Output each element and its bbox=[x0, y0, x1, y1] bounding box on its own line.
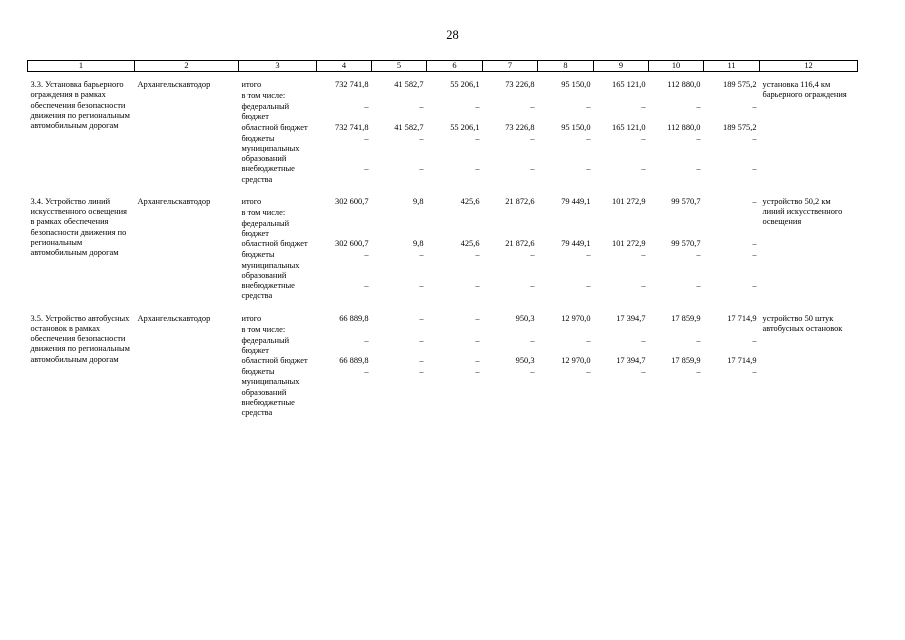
amount-cell bbox=[372, 208, 427, 219]
funding-source: итого bbox=[241, 80, 262, 89]
amount-cell: – bbox=[752, 335, 757, 345]
column-number: 4 bbox=[317, 61, 372, 72]
amount-cell: 425,6 bbox=[460, 196, 480, 206]
expected-result: устройство 50,2 км линий искусственного освещения bbox=[762, 196, 843, 227]
funding-source: областной бюджет bbox=[241, 356, 308, 365]
funding-source: бюджеты муниципальных образований bbox=[241, 133, 300, 163]
funding-row bbox=[28, 197, 858, 208]
amount-cell: 17 714,9 bbox=[727, 356, 757, 365]
amount-cell: – bbox=[641, 102, 646, 111]
amount-cell bbox=[594, 325, 649, 336]
amount-cell: – bbox=[530, 281, 535, 290]
funding-source: внебюджетные средства bbox=[241, 281, 295, 301]
amount-cell bbox=[427, 398, 483, 419]
funding-source: областной бюджет bbox=[241, 122, 308, 132]
amount-cell: – bbox=[696, 133, 701, 143]
amount-cell: – bbox=[696, 335, 701, 345]
amount-cell: 950,3 bbox=[515, 356, 535, 365]
amount-cell: – bbox=[364, 250, 369, 260]
executor: Архангельскавтодор bbox=[137, 313, 211, 323]
amount-cell bbox=[483, 208, 538, 219]
column-number: 7 bbox=[483, 61, 538, 72]
amount-cell: – bbox=[752, 102, 757, 111]
amount-cell bbox=[538, 325, 594, 336]
measure-name: 3.3. Установка барьерного ограждения в рамках обеспечения безопасности движения по региональным автомобильным дорогам bbox=[30, 80, 130, 130]
amount-cell: 17 714,9 bbox=[727, 313, 757, 323]
amount-cell bbox=[372, 91, 427, 102]
amount-cell: 95 150,0 bbox=[561, 122, 591, 132]
section-spacer bbox=[28, 185, 858, 197]
amount-cell: – bbox=[586, 367, 591, 376]
amount-cell: 73 226,8 bbox=[505, 122, 535, 132]
amount-cell: – bbox=[586, 164, 591, 174]
funding-source: в том числе: bbox=[241, 324, 286, 334]
funding-source: внебюджетные средства bbox=[241, 164, 295, 184]
amount-cell bbox=[704, 208, 760, 219]
column-number: 2 bbox=[135, 61, 239, 72]
amount-cell: 17 394,7 bbox=[616, 356, 646, 365]
amount-cell: – bbox=[364, 164, 369, 174]
funding-source: внебюджетные средства bbox=[241, 397, 295, 417]
expected-result: устройство 50 штук автобусных остановок bbox=[762, 313, 843, 333]
amount-cell: – bbox=[475, 281, 480, 290]
amount-cell bbox=[538, 398, 594, 419]
funding-source: в том числе: bbox=[241, 207, 286, 217]
amount-cell bbox=[704, 325, 760, 336]
amount-cell: – bbox=[752, 281, 757, 290]
amount-cell: – bbox=[752, 196, 757, 206]
amount-cell: – bbox=[475, 133, 480, 143]
amount-cell: – bbox=[586, 133, 591, 143]
program-table bbox=[27, 60, 858, 418]
amount-cell: – bbox=[696, 102, 701, 111]
amount-cell: – bbox=[586, 102, 591, 111]
amount-cell: – bbox=[475, 335, 480, 345]
amount-cell: – bbox=[752, 367, 757, 376]
spacer-cell bbox=[28, 185, 858, 197]
column-number: 3 bbox=[239, 61, 317, 72]
amount-cell: – bbox=[419, 250, 424, 260]
amount-cell bbox=[594, 398, 649, 419]
amount-cell: 73 226,8 bbox=[505, 80, 535, 89]
amount-cell: 21 872,6 bbox=[505, 239, 535, 249]
amount-cell: 950,3 bbox=[515, 313, 535, 323]
amount-cell: – bbox=[419, 313, 424, 323]
amount-cell: – bbox=[641, 133, 646, 143]
amount-cell: – bbox=[475, 313, 480, 323]
funding-source: итого bbox=[241, 313, 262, 323]
amount-cell: 17 859,9 bbox=[671, 356, 701, 365]
amount-cell: 189 575,2 bbox=[723, 80, 757, 89]
amount-cell bbox=[427, 219, 483, 240]
amount-cell: – bbox=[641, 335, 646, 345]
column-number: 11 bbox=[704, 61, 760, 72]
section-spacer bbox=[28, 72, 858, 81]
column-number: 10 bbox=[649, 61, 704, 72]
spacer-cell bbox=[28, 72, 858, 81]
funding-source: бюджеты муниципальных образований bbox=[241, 250, 300, 280]
amount-cell: 79 449,1 bbox=[561, 239, 591, 249]
funding-source: бюджеты муниципальных образований bbox=[241, 367, 300, 397]
amount-cell: 41 582,7 bbox=[394, 122, 424, 132]
funding-source: итого bbox=[241, 196, 262, 206]
amount-cell: – bbox=[364, 335, 369, 345]
amount-cell: 79 449,1 bbox=[561, 196, 591, 206]
amount-cell bbox=[649, 219, 704, 240]
amount-cell: – bbox=[641, 250, 646, 260]
amount-cell: – bbox=[364, 102, 369, 111]
amount-cell: 732 741,8 bbox=[335, 80, 369, 89]
amount-cell: – bbox=[530, 250, 535, 260]
amount-cell: 12 970,0 bbox=[561, 313, 591, 323]
amount-cell bbox=[483, 398, 538, 419]
amount-cell bbox=[649, 325, 704, 336]
amount-cell: – bbox=[641, 281, 646, 290]
amount-cell bbox=[483, 219, 538, 240]
amount-cell: 17 859,9 bbox=[671, 313, 701, 323]
column-number: 1 bbox=[28, 61, 135, 72]
amount-cell: – bbox=[419, 367, 424, 376]
amount-cell: – bbox=[586, 281, 591, 290]
amount-cell bbox=[427, 325, 483, 336]
amount-cell: 9,8 bbox=[413, 239, 424, 249]
amount-cell bbox=[594, 208, 649, 219]
amount-cell: 189 575,2 bbox=[723, 122, 757, 132]
amount-cell: – bbox=[364, 281, 369, 290]
amount-cell: 12 970,0 bbox=[561, 356, 591, 365]
amount-cell: 165 121,0 bbox=[612, 80, 646, 89]
amount-cell bbox=[317, 208, 372, 219]
amount-cell bbox=[317, 325, 372, 336]
amount-cell: – bbox=[419, 335, 424, 345]
amount-cell bbox=[538, 91, 594, 102]
amount-cell bbox=[649, 208, 704, 219]
amount-cell: – bbox=[752, 164, 757, 174]
amount-cell: 302 600,7 bbox=[335, 239, 369, 249]
amount-cell: 55 206,1 bbox=[450, 122, 480, 132]
amount-cell: 101 272,9 bbox=[612, 239, 646, 249]
spacer-cell bbox=[28, 302, 858, 314]
amount-cell: – bbox=[364, 133, 369, 143]
amount-cell: – bbox=[475, 367, 480, 376]
amount-cell: 112 880,0 bbox=[667, 80, 701, 89]
amount-cell: – bbox=[419, 281, 424, 290]
amount-cell bbox=[649, 398, 704, 419]
amount-cell bbox=[427, 91, 483, 102]
amount-cell bbox=[704, 398, 760, 419]
amount-cell bbox=[427, 208, 483, 219]
amount-cell: – bbox=[364, 367, 369, 376]
amount-cell: – bbox=[586, 250, 591, 260]
page-number: 28 bbox=[446, 28, 459, 42]
amount-cell bbox=[538, 208, 594, 219]
funding-source: федеральный бюджет bbox=[241, 102, 290, 122]
amount-cell: – bbox=[475, 102, 480, 111]
column-number: 6 bbox=[427, 61, 483, 72]
executor: Архангельскавтодор bbox=[137, 196, 211, 206]
amount-cell: 55 206,1 bbox=[450, 80, 480, 89]
amount-cell: 99 570,7 bbox=[671, 196, 701, 206]
amount-cell: 66 889,8 bbox=[339, 313, 369, 323]
amount-cell bbox=[704, 91, 760, 102]
funding-row bbox=[28, 314, 858, 325]
amount-cell: – bbox=[696, 164, 701, 174]
amount-cell bbox=[649, 91, 704, 102]
measure-name: 3.4. Устройство линий искусственного освещения в рамках обеспечения безопасности движения по региональным автомобильным дорогам bbox=[30, 196, 127, 257]
amount-cell bbox=[594, 219, 649, 240]
amount-cell bbox=[372, 398, 427, 419]
amount-cell: – bbox=[475, 356, 480, 365]
funding-source: областной бюджет bbox=[241, 239, 308, 249]
amount-cell: – bbox=[641, 367, 646, 376]
column-number: 9 bbox=[594, 61, 649, 72]
amount-cell: – bbox=[530, 164, 535, 174]
amount-cell: 101 272,9 bbox=[612, 196, 646, 206]
funding-source: федеральный бюджет bbox=[241, 335, 290, 355]
amount-cell bbox=[317, 91, 372, 102]
amount-cell: – bbox=[752, 239, 757, 249]
executor: Архангельскавтодор bbox=[137, 80, 211, 89]
amount-cell: – bbox=[752, 250, 757, 260]
amount-cell: 9,8 bbox=[413, 196, 424, 206]
amount-cell bbox=[372, 325, 427, 336]
amount-cell: – bbox=[530, 102, 535, 111]
amount-cell: – bbox=[419, 356, 424, 365]
amount-cell: – bbox=[475, 250, 480, 260]
column-number: 12 bbox=[760, 61, 858, 72]
amount-cell: – bbox=[696, 281, 701, 290]
amount-cell: – bbox=[530, 133, 535, 143]
amount-cell: 112 880,0 bbox=[667, 122, 701, 132]
funding-source: федеральный бюджет bbox=[241, 218, 290, 238]
amount-cell bbox=[483, 91, 538, 102]
amount-cell: 66 889,8 bbox=[339, 356, 369, 365]
section-spacer bbox=[28, 302, 858, 314]
amount-cell: – bbox=[419, 133, 424, 143]
column-number: 8 bbox=[538, 61, 594, 72]
amount-cell bbox=[538, 219, 594, 240]
amount-cell bbox=[594, 91, 649, 102]
amount-cell bbox=[483, 325, 538, 336]
amount-cell bbox=[317, 398, 372, 419]
column-number-row bbox=[28, 61, 858, 72]
amount-cell: 425,6 bbox=[460, 239, 480, 249]
amount-cell: 95 150,0 bbox=[561, 80, 591, 89]
funding-source: в том числе: bbox=[241, 91, 286, 100]
amount-cell: – bbox=[586, 335, 591, 345]
amount-cell: – bbox=[752, 133, 757, 143]
amount-cell: – bbox=[475, 164, 480, 174]
amount-cell: – bbox=[530, 367, 535, 376]
expected-result: установка 116,4 км барьерного ограждения bbox=[762, 80, 847, 100]
amount-cell: 17 394,7 bbox=[616, 313, 646, 323]
amount-cell: 99 570,7 bbox=[671, 239, 701, 249]
amount-cell: – bbox=[696, 250, 701, 260]
amount-cell bbox=[372, 219, 427, 240]
amount-cell: 165 121,0 bbox=[612, 122, 646, 132]
funding-row bbox=[28, 80, 858, 91]
amount-cell bbox=[704, 219, 760, 240]
amount-cell: 41 582,7 bbox=[394, 80, 424, 89]
amount-cell: 21 872,6 bbox=[505, 196, 535, 206]
amount-cell: – bbox=[696, 367, 701, 376]
amount-cell: 302 600,7 bbox=[335, 196, 369, 206]
amount-cell: 732 741,8 bbox=[335, 122, 369, 132]
amount-cell bbox=[317, 219, 372, 240]
column-number: 5 bbox=[372, 61, 427, 72]
measure-name: 3.5. Устройство автобусных остановок в рамках обеспечения безопасности движения по региональным автомобильным дорогам bbox=[30, 313, 130, 364]
amount-cell: – bbox=[419, 164, 424, 174]
amount-cell: – bbox=[641, 164, 646, 174]
amount-cell: – bbox=[530, 335, 535, 345]
amount-cell: – bbox=[419, 102, 424, 111]
